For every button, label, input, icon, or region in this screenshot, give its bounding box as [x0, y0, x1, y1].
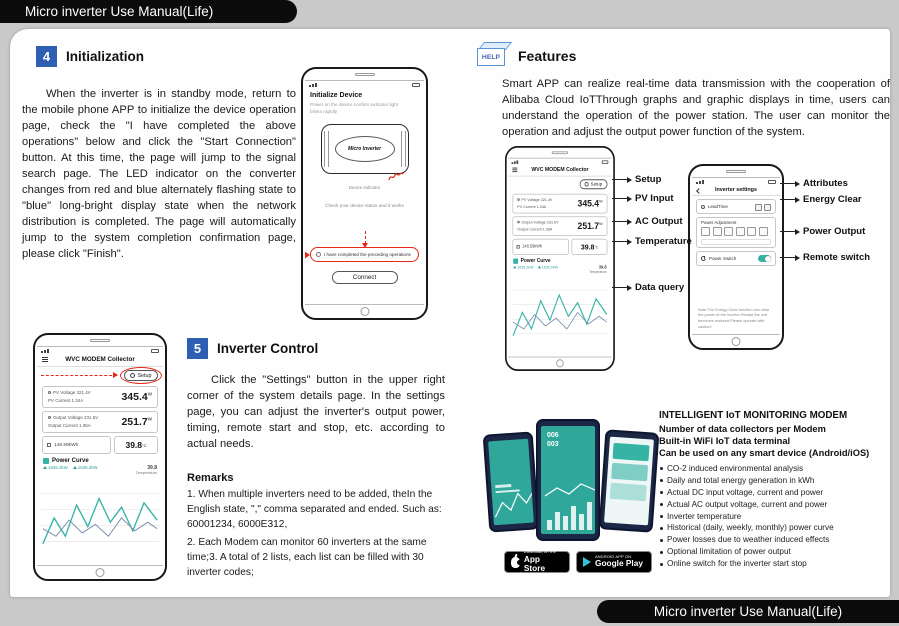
signal-icon	[512, 160, 519, 164]
montage-phone-center	[536, 419, 600, 541]
phone-mockup-initialize	[301, 67, 428, 320]
bullet-item: Actual DC input voltage, current and power	[659, 487, 893, 499]
callout-data-query: Data query	[612, 282, 684, 293]
modem-heading: INTELLIGENT IoT MONITORING MODEM	[659, 410, 848, 421]
page-footer-bar	[597, 600, 899, 623]
bullet-item: Optional limitation of power output	[659, 546, 893, 558]
power-level-button[interactable]	[724, 227, 733, 236]
callout-power-output: Power Output	[780, 226, 865, 237]
badge-tagline: ANDROID APP ON	[595, 553, 632, 559]
connect-button[interactable]: Connect	[332, 271, 398, 284]
badge-store-name: App Store	[523, 553, 546, 574]
phone-speaker	[355, 73, 375, 76]
red-down-arrow	[365, 231, 366, 244]
power-curve-label: Power Curve	[52, 458, 89, 464]
footer-title: Micro inverter Use Manual(Life)	[653, 604, 843, 619]
battery-icon	[412, 83, 420, 87]
pv-input-card	[42, 386, 158, 408]
modem-subheading: Built-in WiFi IoT data terminal	[659, 435, 791, 446]
phone-screen	[37, 346, 163, 566]
power-adjustment-card	[696, 217, 776, 248]
pv-current-label: PV Current 1.34A	[48, 398, 84, 403]
montage-value: 003	[547, 441, 559, 448]
output-voltage-label: Output Voltage 231.6V	[517, 220, 558, 225]
status-bar	[37, 347, 163, 354]
triangle-icon	[513, 266, 516, 269]
chart-icon	[43, 458, 49, 464]
help-icon-label: HELP	[477, 48, 505, 66]
remarks-title: Remarks	[187, 472, 234, 484]
check-hint: Check your device status and it works	[325, 203, 404, 209]
kw-value-1: 1635.2kW	[43, 465, 68, 470]
checkbox-label: I have completed the preceding operations	[324, 252, 411, 257]
modem-subheading: Number of data collectors per Modem	[659, 423, 826, 434]
callout-ac-output: AC Output	[612, 216, 683, 227]
output-current-label: Output Current 1.36A	[48, 423, 91, 428]
energy-temperature-row	[42, 436, 158, 454]
app-header	[508, 165, 611, 177]
leadtime-card	[696, 199, 776, 214]
app-title: WVC MODEM Collector	[65, 356, 135, 363]
red-highlight-ellipse	[120, 367, 162, 384]
section5-number-badge: 5	[187, 338, 208, 359]
battery-icon	[151, 349, 159, 353]
callout-temperature: Temperature	[612, 236, 692, 247]
section4-number-badge: 4	[36, 46, 57, 67]
settings-note: Note:The Energy Clear function can clear the power of the inverter.Restart the unit becomes restored.Please operate with caution!	[698, 306, 770, 330]
power-curve-legend	[43, 465, 157, 475]
bullet-item: Daily and total energy generation in kWh	[659, 475, 893, 487]
settings-header	[692, 185, 780, 196]
temperature-legend: 39.8 Temperature	[589, 264, 607, 274]
setup-label: Setup	[590, 181, 603, 187]
phone-mockup-collector-small	[505, 146, 615, 371]
triangle-icon	[538, 266, 541, 269]
badge-store-name: Google Play	[595, 558, 643, 569]
bullet-item: Power losses due to weather induced effects	[659, 534, 893, 546]
kw-value-2: 1635.2kW	[538, 265, 558, 270]
power-switch-label: Power Switch	[701, 256, 736, 261]
energy-temperature-row	[512, 239, 607, 255]
pv-voltage-label: PV Voltage 321.4V	[48, 390, 91, 395]
apple-icon	[511, 557, 520, 568]
signal-icon	[309, 83, 317, 87]
setup-button[interactable]	[580, 179, 608, 189]
power-curve-header	[43, 458, 157, 464]
modem-info-block	[659, 410, 893, 570]
phone-mockup-collector-large	[33, 333, 167, 581]
phone-screen	[508, 158, 611, 358]
power-curve-chart	[512, 276, 609, 352]
app-store-badge[interactable]	[504, 551, 570, 573]
power-level-button[interactable]	[759, 227, 768, 236]
output-current-label: Output Current 1.36A	[517, 227, 553, 232]
power-level-button[interactable]	[713, 227, 722, 236]
help-icon	[477, 42, 511, 68]
phone-screen	[305, 80, 424, 305]
features-body: Smart APP can realize real-time data transmission with the cooperation of Alibaba Cloud IoTThrough graphs and graphic displays in time, users can understand the operation of the power station. The user can monitor the operation and adjust the output power function of the system.	[502, 78, 890, 139]
power-icon	[701, 256, 706, 261]
remark-item: 1. When multiple inverters need to be added, theIn the English state, "," comma separated and ended. Such as: 60001234, 6000E312,	[187, 489, 442, 530]
app-phones-image	[486, 417, 660, 547]
setup-row	[512, 178, 609, 192]
chart-icon	[513, 259, 518, 264]
triangle-icon	[43, 466, 47, 469]
section4-body: When the inverter is in standby mode, return to the mobile phone APP to initialize the device operation page, check the "I have completed the above operations" below and click the "Start Connection" button. At this time, the page will jump to the signal search page. The LED indicator on the converter changes from red and blue alternately flashing state to "blue" long-bright display state when the network distribution is completed. The page will automatically jump to the system completion confirmation page, please click "Finish".	[22, 88, 296, 261]
montage-phone-right	[599, 429, 660, 533]
bullet-item: Actual AC output voltage, current and power	[659, 499, 893, 511]
micro-inverter-illustration	[321, 124, 409, 174]
energy-total-box: 148.59kWh	[512, 239, 569, 255]
attributes-button[interactable]	[755, 204, 762, 211]
output-voltage-label: Output Voltage 231.6V	[48, 415, 98, 420]
red-dashed-arrow	[41, 375, 117, 376]
home-button	[360, 307, 369, 316]
battery-icon	[602, 160, 609, 164]
ac-output-card	[42, 411, 158, 433]
montage-value: 006	[547, 432, 559, 439]
settings-title: Inverter settings	[715, 187, 757, 193]
status-bar	[692, 178, 780, 185]
power-input-field[interactable]	[701, 239, 771, 245]
power-curve-legend	[513, 265, 606, 274]
bullet-item: Inverter temperature	[659, 511, 893, 523]
device-name-label: Micro Inverter	[335, 136, 395, 162]
battery-icon	[768, 180, 776, 184]
modem-subheading: Can be used on any smart device (Android/iOS)	[659, 447, 870, 458]
page-title: Micro inverter Use Manual(Life)	[25, 4, 214, 19]
pv-current-label: PV Current 1.34A	[517, 204, 547, 209]
pv-power-value: $345.4^W$	[577, 198, 603, 209]
red-pointer-arrow	[305, 251, 310, 259]
menu-icon	[512, 168, 517, 169]
google-play-badge[interactable]	[576, 551, 652, 573]
setup-row	[41, 368, 159, 383]
kw-value-1: 1635.2kW	[513, 265, 533, 270]
callout-energy-clear: Energy Clear	[780, 194, 862, 205]
section5-header	[187, 338, 318, 359]
callout-pv-input: PV Input	[612, 193, 674, 204]
remarks-block	[187, 472, 450, 585]
phone-mockup-settings	[688, 164, 784, 350]
checkbox-circle-icon	[316, 252, 321, 257]
features-title: Features	[518, 48, 577, 64]
power-level-button[interactable]	[747, 227, 756, 236]
phone-screen	[692, 177, 780, 335]
app-header	[37, 354, 163, 367]
leadtime-label: LeadTime	[701, 204, 728, 209]
menu-icon	[42, 357, 48, 358]
energy-clear-button[interactable]	[764, 204, 771, 211]
remark-item: 2. Each Modem can monitor 60 inverters at the same time;3. A total of 2 lists, each list can be filled with 30 inverter codes;	[187, 537, 427, 578]
init-screen-subtitle: Power on the device confirm indicator light blinks rapidly	[310, 102, 399, 115]
power-curve-chart	[41, 477, 159, 561]
completed-operations-checkbox[interactable]	[310, 247, 419, 262]
temperature-legend: 39.8 Temperature	[135, 465, 157, 475]
home-button	[556, 359, 563, 367]
montage-phone-left	[483, 431, 540, 532]
phone-speaker	[90, 339, 110, 342]
signal-icon	[41, 349, 49, 353]
back-icon[interactable]	[696, 188, 702, 194]
triangle-icon	[73, 466, 77, 469]
bullet-item: Online switch for the inverter start stop	[659, 558, 893, 570]
callout-attributes: Attributes	[780, 178, 848, 189]
pv-input-card	[512, 194, 607, 214]
power-level-buttons	[701, 227, 771, 236]
power-switch-toggle[interactable]	[758, 255, 771, 262]
phone-speaker	[726, 170, 746, 173]
power-level-button[interactable]	[736, 227, 745, 236]
feature-bullet-list	[659, 463, 893, 570]
meter-icon	[516, 245, 519, 249]
bullet-item: CO-2 induced environmental analysis	[659, 463, 893, 475]
pv-voltage-label: PV Voltage 321.4V	[517, 198, 552, 203]
section5-body: Click the "Settings" button in the upper right corner of the system details page. In the settings page, you can adjust the inverter's output power, timing, remote start and stop, etc. according to actual needs.	[187, 374, 445, 451]
phone-speaker	[552, 151, 568, 154]
ac-power-value: $251.7^W$	[121, 416, 152, 428]
gear-icon	[585, 182, 589, 187]
power-adjustment-label: Power Adjustment	[701, 220, 737, 225]
signal-icon	[696, 180, 704, 184]
device-indicator-label: Device indicator	[348, 185, 381, 191]
meter-icon	[47, 443, 51, 447]
power-curve-header	[513, 259, 606, 264]
section4-header	[36, 46, 144, 67]
callout-setup: Setup	[612, 174, 661, 185]
power-switch-card	[696, 251, 776, 266]
red-indicator-scribble	[388, 171, 404, 183]
bullet-item: Historical (daily, weekly, monthly) power curve	[659, 522, 893, 534]
status-bar	[305, 81, 424, 88]
setup-label: Setup	[137, 372, 152, 379]
ac-power-value: $251.7^W$	[577, 220, 603, 232]
badge-tagline: Download on the	[523, 549, 557, 555]
home-button	[96, 568, 105, 577]
temperature-box: 39.8 °C	[114, 436, 158, 454]
temperature-box: 39.8 °C	[571, 239, 607, 255]
section4-title: Initialization	[66, 49, 145, 64]
kw-value-2: 1635.2kW	[73, 465, 98, 470]
page-header-bar	[0, 0, 297, 23]
home-button	[732, 337, 741, 346]
init-screen-title: Initialize Device	[310, 92, 363, 99]
clock-icon	[701, 205, 705, 209]
section5-title: Inverter Control	[217, 341, 319, 356]
app-title: WVC MODEM Collector	[531, 166, 589, 173]
power-level-button[interactable]	[701, 227, 710, 236]
power-curve-label: Power Curve	[520, 258, 551, 264]
callout-remote-switch: Remote switch	[780, 252, 870, 263]
play-icon	[583, 557, 591, 567]
ac-output-card	[512, 216, 607, 236]
energy-total-box: 148.59kWh	[42, 436, 111, 454]
card-buttons	[753, 198, 771, 216]
pv-power-value: $345.4^W$	[121, 391, 152, 403]
